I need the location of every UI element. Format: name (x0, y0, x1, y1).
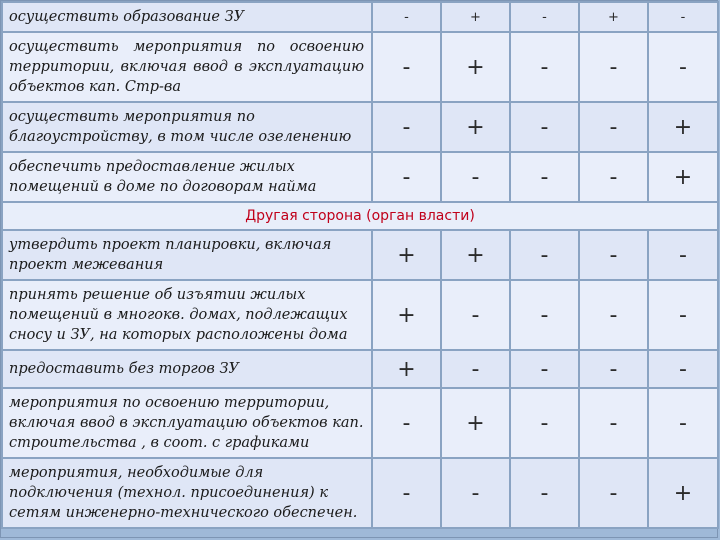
mark-cell: + (441, 32, 510, 102)
mark-cell: - (648, 388, 718, 458)
mark-cell: - (579, 32, 648, 102)
mark-cell: + (372, 280, 441, 350)
mark-cell: - (579, 458, 648, 528)
section-header-row (2, 202, 718, 230)
mark-cell: - (579, 280, 648, 350)
mark-cell: - (372, 458, 441, 528)
table-row (2, 388, 718, 458)
row-label: мероприятия по освоению территории, включая ввод в эксплуатацию объектов кап. строительства , в соот. с графиками (2, 388, 372, 458)
mark-cell: + (441, 102, 510, 152)
mark-cell: - (579, 350, 648, 388)
row-label: обеспечить предоставление жилых помещений в доме по договорам найма (2, 152, 372, 202)
table-row (2, 102, 718, 152)
obligations-table (1, 1, 719, 529)
mark-cell: - (441, 458, 510, 528)
mark-cell: - (510, 2, 579, 32)
mark-cell: - (372, 152, 441, 202)
mark-cell: - (372, 102, 441, 152)
table-row (2, 2, 718, 32)
mark-cell: + (441, 230, 510, 280)
table-row (2, 458, 718, 528)
mark-cell: - (372, 2, 441, 32)
mark-cell: - (441, 152, 510, 202)
mark-cell: - (510, 102, 579, 152)
table-row (2, 32, 718, 102)
table-row (2, 152, 718, 202)
mark-cell: - (648, 2, 718, 32)
mark-cell: - (579, 102, 648, 152)
mark-cell: - (510, 152, 579, 202)
mark-cell: + (648, 458, 718, 528)
mark-cell: - (441, 350, 510, 388)
mark-cell: - (372, 388, 441, 458)
mark-cell: - (510, 350, 579, 388)
table-row (2, 280, 718, 350)
row-label: осуществить мероприятия по благоустройству, в том числе озеленению (2, 102, 372, 152)
mark-cell: - (579, 388, 648, 458)
row-label: принять решение об изъятии жилых помещений в многокв. домах, подлежащих сносу и ЗУ, на которых расположены дома (2, 280, 372, 350)
mark-cell: + (441, 2, 510, 32)
mark-cell: - (510, 230, 579, 280)
mark-cell: - (648, 230, 718, 280)
mark-cell: - (510, 388, 579, 458)
mark-cell: - (648, 32, 718, 102)
row-label: осуществить мероприятия по освоению территории, включая ввод в эксплуатацию объектов кап. Стр-ва (2, 32, 372, 102)
mark-cell: - (579, 230, 648, 280)
mark-cell: - (510, 32, 579, 102)
row-label: мероприятия, необходимые для подключения (технол. присоединения) к сетям инженерно-технического обеспечен. (2, 458, 372, 528)
row-label: предоставить без торгов ЗУ (2, 350, 372, 388)
mark-cell: + (441, 388, 510, 458)
section-title: Другая сторона (орган власти) (2, 202, 718, 230)
mark-cell: - (579, 152, 648, 202)
mark-cell: - (441, 280, 510, 350)
mark-cell: + (372, 230, 441, 280)
mark-cell: + (372, 350, 441, 388)
row-label: утвердить проект планировки, включая проект межевания (2, 230, 372, 280)
mark-cell: - (648, 280, 718, 350)
table-row (2, 230, 718, 280)
mark-cell: + (648, 152, 718, 202)
row-label: осуществить образование ЗУ (2, 2, 372, 32)
mark-cell: - (510, 280, 579, 350)
mark-cell: - (648, 350, 718, 388)
mark-cell: + (579, 2, 648, 32)
mark-cell: - (510, 458, 579, 528)
table-row (2, 350, 718, 388)
mark-cell: - (372, 32, 441, 102)
mark-cell: + (648, 102, 718, 152)
